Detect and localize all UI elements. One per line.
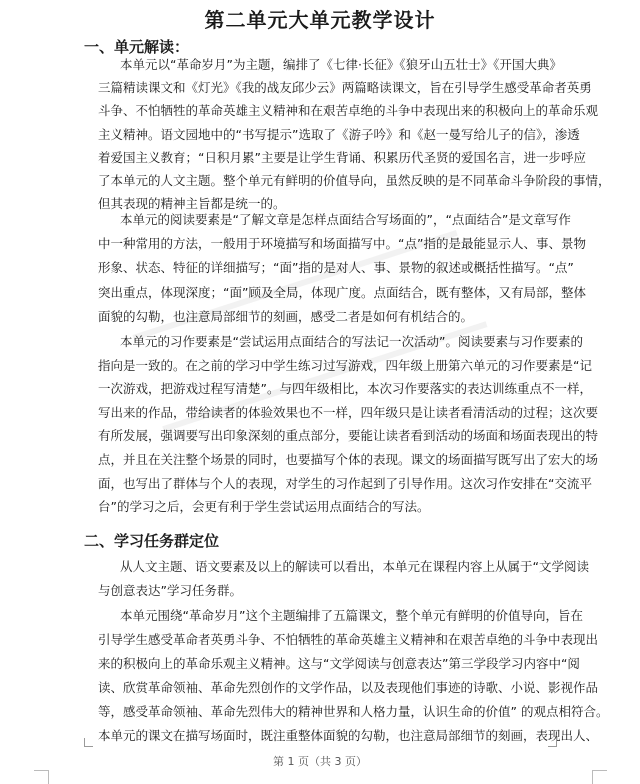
text-line: 等，感受革命领袖、革命先烈伟大的精神世界和人格力量，认识生命的价值” 的观点相符合。 [98, 704, 609, 719]
text-line: 突出重点，体现深度；“面”顾及全局，体现广度。点面结合，既有整体，又有局部，整体 [98, 284, 586, 300]
paragraph [98, 604, 609, 748]
document-title: 第二单元大单元教学设计 [204, 8, 436, 32]
text-line: 了本单元的人文主题。整个单元有鲜明的价值导向，虽然反映的是不同革命斗争阶段的事情， [98, 173, 611, 189]
text-line: 指向是一致的。在之前的学习中学生练习过写游戏，四年级上册第六单元的习作要素是“记 [98, 357, 592, 373]
text-line: 但其表现的精神主旨都是统一的。 [98, 196, 286, 212]
text-line: 与创意表达”学习任务群。 [98, 583, 242, 598]
section-heading-2: 二、学习任务群定位 [84, 532, 220, 550]
text-line: 面貌的勾勒，也注意局部细节的刻画，感受二者是如何有机结合的。 [98, 308, 474, 324]
paragraph [98, 53, 611, 215]
text-line: 主义精神。语文园地中的“书写提示”选取了《游子吟》和《赵一曼写给儿子的信》，渗透 [98, 126, 580, 142]
section-heading-1: 一、单元解读： [84, 38, 190, 56]
text-line: 中一种常用的方法，一般用于环境描写和场面描写中。“点”指的是最能显示人、事、景物 [98, 236, 586, 252]
page-footer: 第 1 页（共 3 页） [273, 755, 367, 768]
text-line: 来的积极向上的革命乐观主义精神。这与“文学阅读与创意表达”第三学段学习内容中“阅 [98, 656, 580, 671]
text-line: 台”的学习之后，会更有利于学生尝试运用点面结合的写法。 [98, 499, 430, 515]
paragraph [98, 555, 589, 603]
page-corner-mark [84, 738, 93, 747]
text-line: 从人文主题、语文要素及以上的解读可以看出，本单元在课程内容上从属于“文学阅读 [120, 559, 589, 574]
text-line: 引导学生感受革命者英勇斗争、不怕牺牲的革命英雄主义精神和在艰苦卓绝的斗争中表现出 [98, 632, 599, 647]
paragraph [98, 208, 586, 329]
page-edge-mark [592, 770, 607, 784]
paragraph [98, 330, 599, 519]
text-line: 点，并且在关注整个场景的同时，也要描写个体的表现。课文的场面描写既写出了宏大的场 [98, 451, 599, 467]
text-line: 有所发展，强调要写出印象深刻的重点部分，要能让读者看到活动的场面和场面表现出的特 [98, 428, 599, 444]
text-line: 本单元的习作要素是“尝试运用点面结合的写法记一次活动”。阅读要素与习作要素的 [120, 334, 583, 349]
text-line: 本单元围绕“革命岁月”这个主题编排了五篇课文，整个单元有鲜明的价值导向，旨在 [120, 608, 583, 623]
text-line: 形象、状态、特征的详细描写；“面”指的是对人、事、景物的叙述或概括性描写。“点” [98, 260, 574, 276]
text-line: 斗争、不怕牺牲的革命英雄主义精神和在艰苦卓绝的斗争中表现出来的积极向上的革命乐观 [98, 103, 599, 119]
text-line: 三篇精读课文和《灯光》《我的战友邱少云》两篇略读课文，旨在引导学生感受革命者英勇 [98, 80, 592, 96]
text-line: 本单元的阅读要素是“了解文章是怎样点面结合写场面的”，“点面结合”是文章写作 [120, 212, 571, 227]
page-edge-mark [34, 770, 49, 784]
text-line: 本单元的课文在描写场面时，既注重整体面貌的勾勒，也注意局部细节的刻画，表现出人、 [98, 728, 599, 743]
page-corner-mark [548, 738, 557, 747]
text-line: 着爱国主义教育；“日积月累”主要是让学生背诵、积累历代圣贤的爱国名言，进一步呼应 [98, 149, 586, 165]
text-line: 一次游戏，把游戏过程写清楚”。与四年级相比，本次习作要落实的表达训练重点不一样， [98, 381, 592, 397]
text-line: 本单元以“革命岁月”为主题，编排了《七律·长征》《狼牙山五壮士》《开国大典》 [120, 57, 562, 72]
text-line: 写出来的作品，带给读者的体验效果也不一样，四年级只是让读者看清活动的过程；这次要 [98, 404, 599, 420]
text-line: 读、欣赏革命领袖、革命先烈创作的文学作品，以及表现他们事迹的诗歌、小说、影视作品 [98, 680, 599, 695]
text-line: 面，也写出了群体与个人的表现，对学生的习作起到了引导作用。这次习作安排在“交流平 [98, 475, 592, 491]
